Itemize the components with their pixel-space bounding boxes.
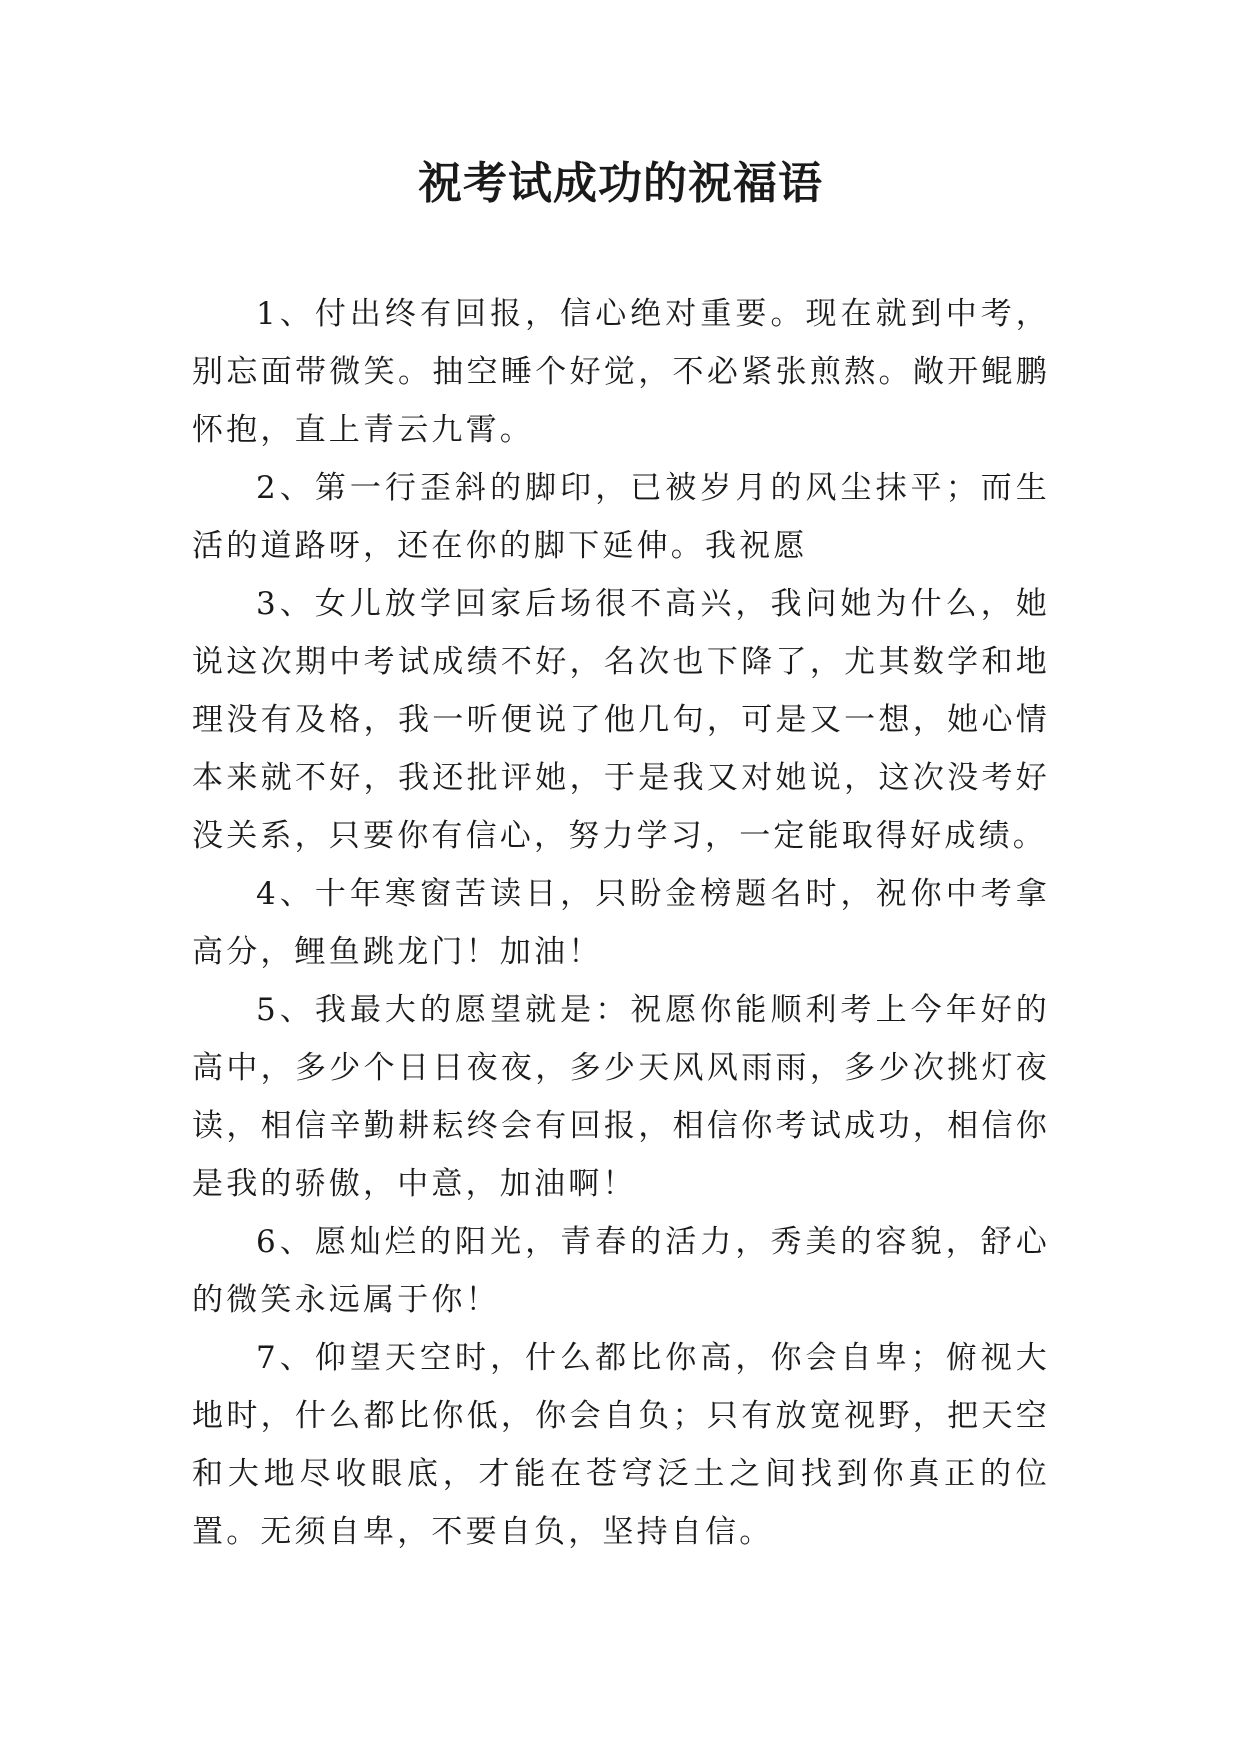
paragraph-4: 4、十年寒窗苦读日，只盼金榜题名时，祝你中考拿高分，鲤鱼跳龙门！加油！ — [192, 876, 1050, 970]
paragraph-5: 5、我最大的愿望就是：祝愿你能顺利考上今年好的高中，多少个日日夜夜，多少天风风雨雨，多少次挑灯夜读，相信辛勤耕耘终会有回报，相信你考试成功，相信你是我的骄傲，中意，加油啊！ — [192, 992, 1050, 1202]
paragraph-7: 7、仰望天空时，什么都比你高，你会自卑；俯视大地时，什么都比你低，你会自负；只有放宽视野，把天空和大地尽收眼底，才能在苍穹泛土之间找到你真正的位置。无须自卑，不要自负，坚持自信。 — [192, 1340, 1050, 1550]
document-body — [192, 285, 1050, 1561]
paragraph-1: 1、付出终有回报，信心绝对重要。现在就到中考，别忘面带微笑。抽空睡个好觉，不必紧张煎熬。敞开鲲鹏怀抱，直上青云九霄。 — [192, 296, 1050, 448]
paragraph-6: 6、愿灿烂的阳光，青春的活力，秀美的容貌，舒心的微笑永远属于你！ — [192, 1224, 1050, 1318]
document-title: 祝考试成功的祝福语 — [418, 158, 823, 209]
paragraph-3: 3、女儿放学回家后场很不高兴，我问她为什么，她说这次期中考试成绩不好，名次也下降了，尤其数学和地理没有及格，我一听便说了他几句，可是又一想，她心情本来就不好，我还批评她，于是我又对她说，这次没考好没关系，只要你有信心，努力学习，一定能取得好成绩。 — [192, 586, 1050, 854]
paragraph-2: 2、第一行歪斜的脚印，已被岁月的风尘抹平；而生活的道路呀，还在你的脚下延伸。我祝愿 — [192, 470, 1050, 564]
